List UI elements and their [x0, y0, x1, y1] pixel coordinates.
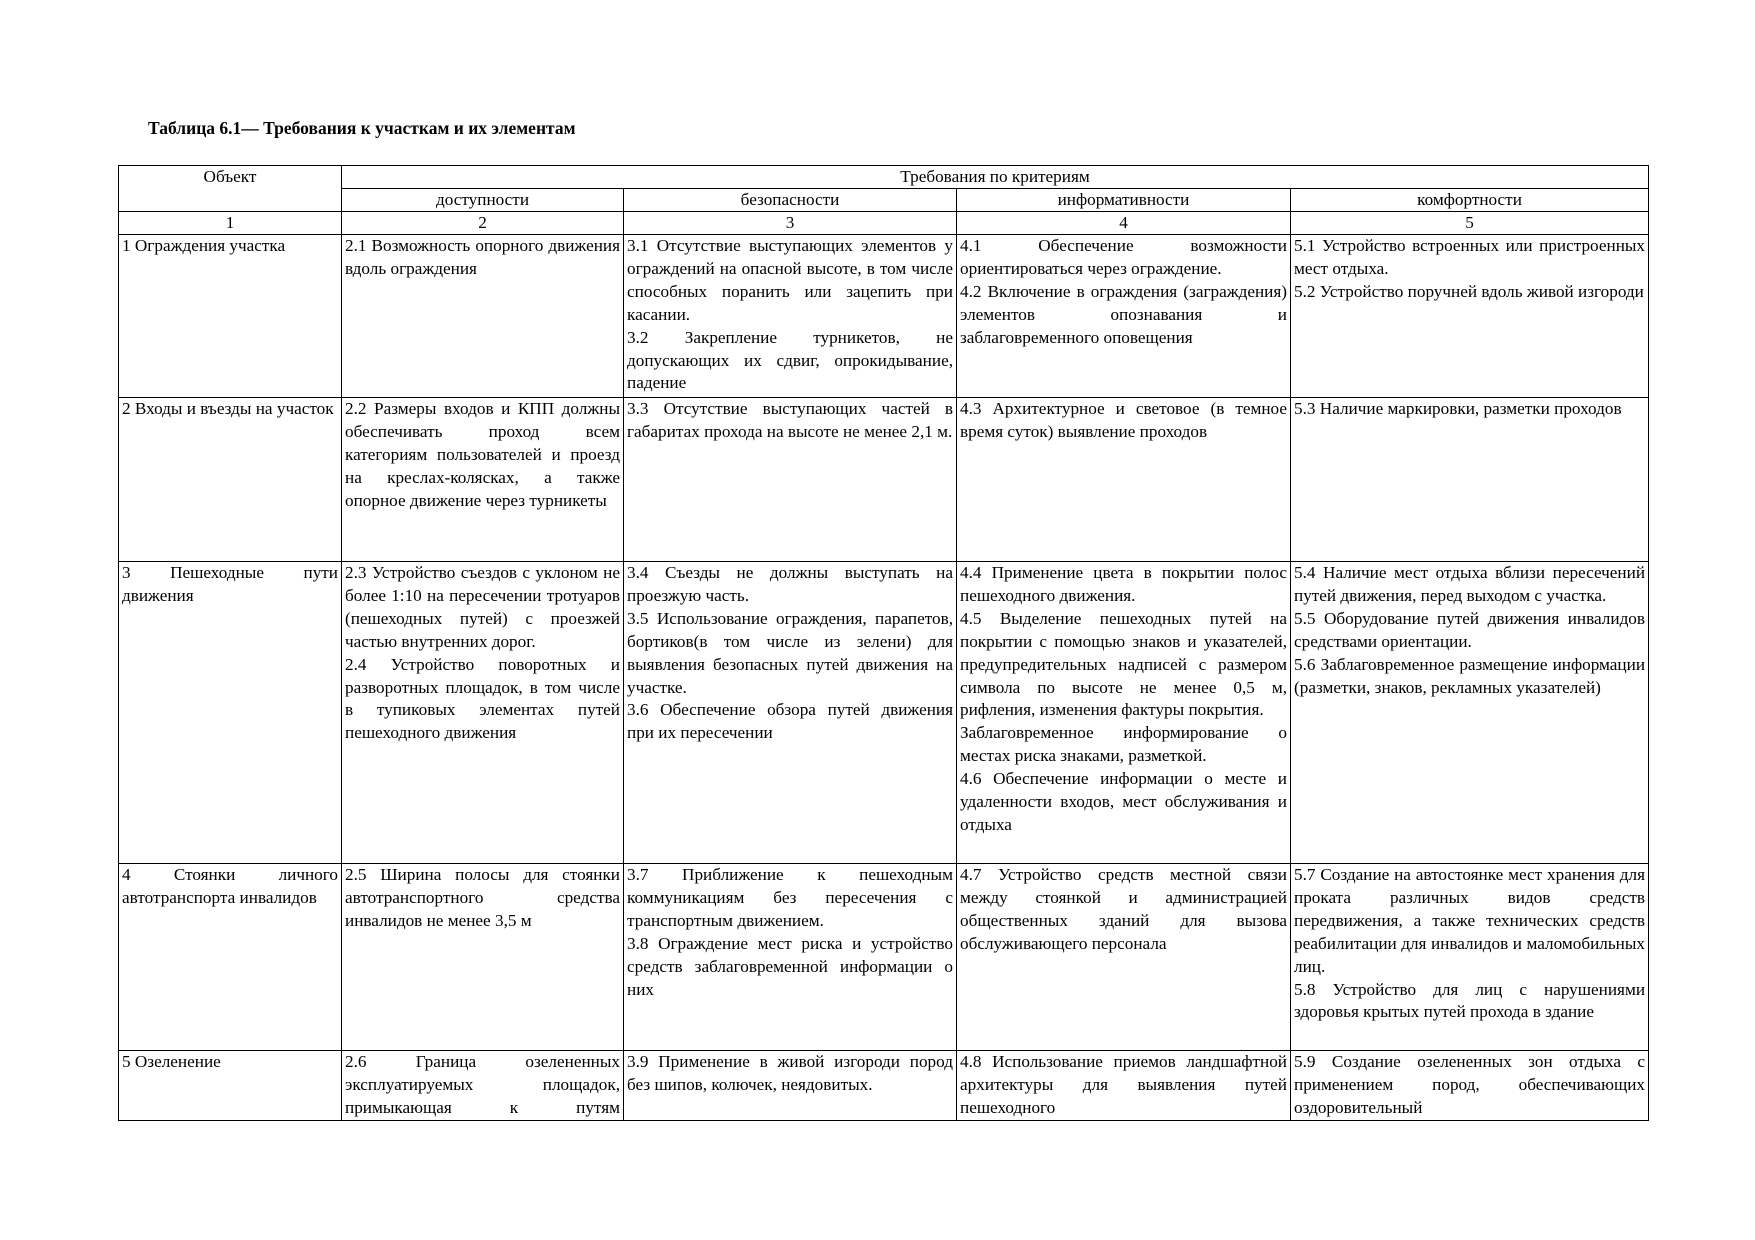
requirement-item: 4.3 Архитектурное и световое (в темное время суток) выявление проходов: [960, 399, 1287, 441]
object-cell: [119, 235, 342, 398]
object-text: 3 Пешеходные пути движения: [122, 563, 338, 605]
safety-cell: [624, 398, 957, 562]
requirement-item: 3.8 Ограждение мест риска и устройство средств заблаговременной информации о них: [627, 933, 953, 999]
informativeness-cell: [957, 1051, 1291, 1121]
requirement-item: 5.7 Создание на автостоянке мест хранения для проката различных видов средств передвижения, а также технических средств реабилитации для инвалидов и маломобильных лиц.: [1294, 865, 1646, 976]
header-informativeness: информативности: [957, 189, 1291, 212]
accessibility-cell: [342, 398, 624, 562]
table-row: [119, 864, 1649, 1051]
requirement-item: 2.5 Ширина полосы для стоянки автотранспортного средства инвалидов не менее 3,5 м: [345, 865, 620, 930]
requirement-item: 5.3 Наличие маркировки, разметки проходов: [1294, 399, 1622, 418]
requirement-item: 3.9 Применение в живой изгороди пород без шипов, колючек, неядовитых.: [627, 1052, 953, 1094]
header-object: Объект: [119, 166, 342, 212]
table-row: [119, 235, 1649, 398]
requirement-item: 5.5 Оборудование путей движения инвалидов средствами ориентации.: [1294, 608, 1646, 651]
requirement-item: 4.5 Выделение пешеходных путей на покрытии с помощью знаков и указателей, предупредительных надписей с размером символа по высоте не менее 0,5 м, рифления, изменения фактуры покрытия.: [960, 608, 1287, 720]
informativeness-cell: [957, 235, 1291, 398]
requirement-item: 5.4 Наличие мест отдыха вблизи пересечений путей движения, перед выходом с участка.: [1294, 563, 1646, 605]
object-text: 4 Стоянки личного автотранспорта инвалидов: [122, 865, 338, 907]
comfort-cell: [1291, 562, 1649, 864]
safety-cell: [624, 1051, 957, 1121]
requirement-item: 3.7 Приближение к пешеходным коммуникациям без пересечения с транспортным движением.: [627, 865, 953, 930]
requirement-item: 4.8 Использование приемов ландшафтной архитектуры для выявления путей пешеходного: [960, 1052, 1287, 1117]
comfort-cell: [1291, 398, 1649, 562]
requirement-item: 3.1 Отсутствие выступающих элементов у ограждений на опасной высоте, в том числе способных поранить или зацепить при касании.: [627, 236, 953, 324]
header-comfort: комфортности: [1291, 189, 1649, 212]
accessibility-cell: [342, 235, 624, 398]
object-cell: [119, 1051, 342, 1121]
object-text: 1 Ограждения участка: [122, 236, 286, 255]
column-number: 4: [957, 212, 1291, 235]
safety-cell: [624, 235, 957, 398]
column-number: 1: [119, 212, 342, 235]
object-cell: [119, 562, 342, 864]
informativeness-cell: [957, 398, 1291, 562]
requirement-item: 2.6 Граница озелененных эксплуатируемых площадок, примыкающая к путям: [345, 1052, 620, 1117]
informativeness-cell: [957, 562, 1291, 864]
requirement-item: 3.5 Использование ограждения, парапетов, бортиков(в том числе из зелени) для выявления безопасных путей движения на участке.: [627, 608, 953, 697]
requirement-item: 3.6 Обеспечение обзора путей движения при их пересечении: [627, 700, 953, 743]
requirement-item: 4.2 Включение в ограждения (заграждения) элементов опознавания и заблаговременного оповещения: [960, 281, 1287, 347]
requirement-item: 2.3 Устройство съездов с уклоном не более 1:10 на пересечении тротуаров (пешеходных путей) с проезжей частью внутренних дорог.: [345, 563, 620, 651]
requirement-item: 4.7 Устройство средств местной связи между стоянкой и администрацией общественных зданий для вызова обслуживающего персонала: [960, 865, 1287, 953]
column-number: 5: [1291, 212, 1649, 235]
header-criteria-row: [119, 189, 1649, 212]
accessibility-cell: [342, 1051, 624, 1121]
table-row: [119, 1051, 1649, 1121]
column-number: 2: [342, 212, 624, 235]
header-row: [119, 166, 1649, 189]
table-row: [119, 562, 1649, 864]
table-caption: Таблица 6.1— Требования к участкам и их элементам: [148, 118, 576, 138]
accessibility-cell: [342, 562, 624, 864]
object-text: 2 Входы и въезды на участок: [122, 399, 334, 418]
requirement-item: 5.2 Устройство поручней вдоль живой изгороди: [1294, 281, 1644, 301]
informativeness-cell: [957, 864, 1291, 1051]
object-cell: [119, 398, 342, 562]
header-criteria-group: Требования по критериям: [342, 166, 1649, 189]
requirement-item: 4.4 Применение цвета в покрытии полос пешеходного движения.: [960, 563, 1287, 605]
comfort-cell: [1291, 1051, 1649, 1121]
requirement-item: 3.3 Отсутствие выступающих частей в габаритах прохода на высоте не менее 2,1 м.: [627, 399, 953, 441]
requirement-item: 2.4 Устройство поворотных и разворотных площадок, в том числе в тупиковых элементах путей пешеходного движения: [345, 654, 620, 743]
table-row: [119, 398, 1649, 562]
requirement-item: 4.1 Обеспечение возможности ориентироваться через ограждение.: [960, 236, 1287, 278]
object-cell: [119, 864, 342, 1051]
requirement-item: 5.1 Устройство встроенных или пристроенных мест отдыха.: [1294, 236, 1646, 278]
safety-cell: [624, 562, 957, 864]
requirement-item: 5.6 Заблаговременное размещение информации (разметки, знаков, рекламных указателей): [1294, 654, 1646, 697]
requirement-item: 2.2 Размеры входов и КПП должны обеспечивать проход всем категориям пользователей и проезд на креслах-колясках, а также опорное движение через турникеты: [345, 399, 620, 510]
requirement-item: 3.4 Съезды не должны выступать на проезжую часть.: [627, 563, 953, 605]
comfort-cell: [1291, 864, 1649, 1051]
column-number-row: [119, 212, 1649, 235]
requirement-item: 2.1 Возможность опорного движения вдоль ограждения: [345, 236, 620, 278]
header-accessibility: доступности: [342, 189, 624, 212]
header-safety: безопасности: [624, 189, 957, 212]
requirements-table: [118, 165, 1649, 1121]
accessibility-cell: [342, 864, 624, 1051]
safety-cell: [624, 864, 957, 1051]
requirement-item: Заблаговременное информирование о местах риска знаками, разметкой.: [960, 723, 1287, 766]
comfort-cell: [1291, 235, 1649, 398]
column-number: 3: [624, 212, 957, 235]
requirement-item: 3.2 Закрепление турникетов, не допускающих их сдвиг, опрокидывание, падение: [627, 327, 953, 393]
requirement-item: 5.9 Создание озелененных зон отдыха с применением пород, обеспечивающих оздоровительный: [1294, 1052, 1646, 1117]
requirement-item: 5.8 Устройство для лиц с нарушениями здоровья крытых путей прохода в здание: [1294, 979, 1646, 1022]
object-text: 5 Озеленение: [122, 1052, 221, 1071]
requirement-item: 4.6 Обеспечение информации о месте и удаленности входов, мест обслуживания и отдыха: [960, 769, 1287, 834]
